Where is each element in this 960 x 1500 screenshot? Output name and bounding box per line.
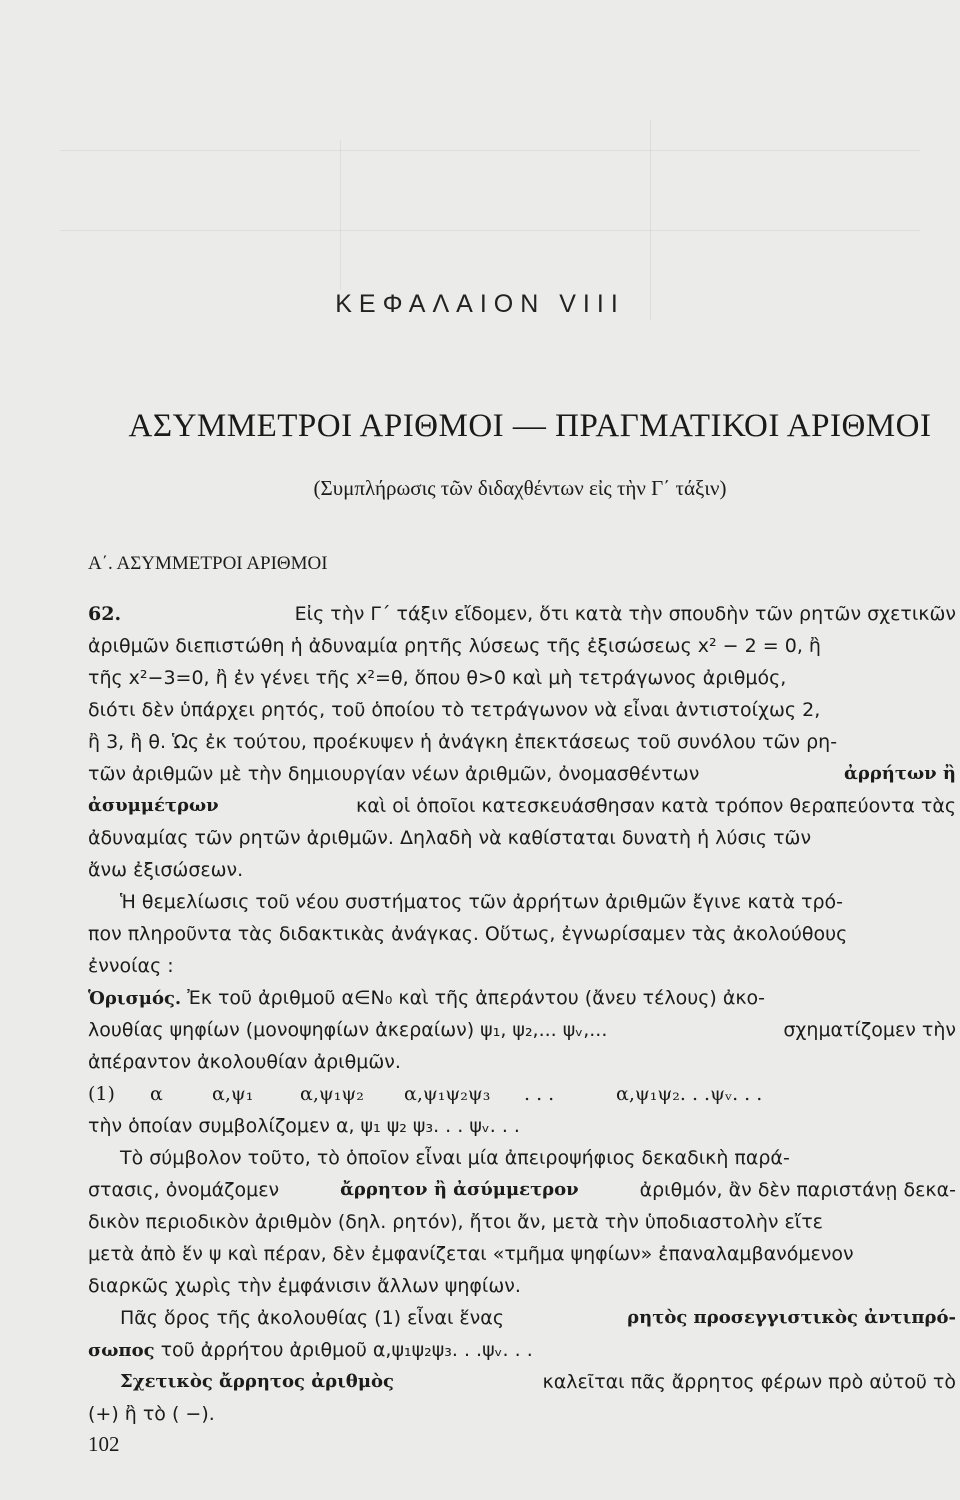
text-line-content: καὶ οἱ ὁποῖοι κατεσκευάσθησαν κατὰ τρόπον θεραπεύοντα τὰς [356, 795, 956, 817]
text-line [88, 758, 956, 790]
text-line: Ἡ θεμελίωσις τοῦ νέου συστήματος τῶν ἀρρήτων ἀριθμῶν ἔγινε κατὰ τρό- [120, 891, 844, 913]
bold-term: Σχετικὸς ἄρρητος ἀριθμὸς [120, 1371, 394, 1392]
bleed-through-rule [60, 150, 920, 151]
text-line [88, 790, 956, 822]
sequence-term: α,ψ₁ψ₂. . .ψᵥ. . . [616, 1083, 763, 1105]
bold-term: σωπος [88, 1340, 155, 1361]
page-number: 102 [88, 1432, 120, 1456]
text-line [88, 1366, 956, 1398]
text-line: ἀδυναμίας τῶν ρητῶν ἀριθμῶν. Δηλαδὴ νὰ καθίσταται δυνατὴ ἡ λύσις τῶν [88, 827, 812, 849]
bleed-through-rule [60, 230, 920, 231]
text-line: δικὸν περιοδικὸν ἀριθμὸν (δηλ. ρητόν), ἤτοι ἄν, μετὰ τὴν ὑποδιαστολὴν εἴτε [88, 1211, 823, 1233]
text-line-content: καλεῖται πᾶς ἄρρητος φέρων πρὸ αὐτοῦ τὸ [542, 1371, 956, 1393]
sequence-term: α,ψ₁ψ₂ [300, 1083, 364, 1105]
section-heading: Α΄. ΑΣΥΜΜΕΤΡΟΙ ΑΡΙΘΜΟΙ [88, 553, 328, 574]
text-line: ἀπέραντον ἀκολουθίαν ἀριθμῶν. [88, 1051, 401, 1073]
bleed-through-rule [340, 140, 341, 290]
text-line-content: Ἐκ τοῦ ἀριθμοῦ α∈N₀ καὶ τῆς ἀπεράντου (ἄνευ τέλους) ἀκο- [187, 987, 766, 1009]
page-title: ΑΣΥΜΜΕΤΡΟΙ ΑΡΙΘΜΟΙ — ΠΡΑΓΜΑΤΙΚΟΙ ΑΡΙΘΜΟΙ [128, 408, 932, 444]
bold-term: ἄρρητον ἢ ἀσύμμετρον [340, 1179, 579, 1200]
chapter-heading: ΚΕΦΑΛΑΙΟΝ VIII [335, 290, 625, 318]
page-subtitle: (Συμπλήρωσις τῶν διδαχθέντων εἰς τὴν Γ΄ τάξιν) [313, 476, 727, 500]
text-line [88, 1174, 956, 1206]
text-line: ἀριθμῶν διεπιστώθη ἡ ἀδυναμία ρητῆς λύσεως τῆς ἐξισώσεως x² − 2 = 0, ἢ [88, 635, 821, 657]
text-line: τὴν ὁποίαν συμβολίζομεν α, ψ₁ ψ₂ ψ₃. . . ψᵥ. . . [88, 1115, 520, 1137]
text-line [88, 1302, 956, 1334]
text-line [88, 598, 956, 630]
text-line-content: Πᾶς ὅρος τῆς ἀκολουθίας (1) εἶναι ἕνας [120, 1307, 504, 1329]
sequence-term: α [150, 1083, 163, 1105]
sequence-line [88, 1078, 956, 1110]
definition-term: Ὁρισμός. [88, 988, 182, 1009]
definition-line [88, 982, 765, 1014]
text-line: πον πληροῦντα τὰς διδακτικὰς ἀνάγκας. Οὕτως, ἐγνωρίσαμεν τὰς ἀκολούθους [88, 923, 848, 945]
text-line [88, 1334, 956, 1366]
bold-term: ρητὸς προσεγγιστικὸς ἀντιπρό- [627, 1307, 956, 1328]
text-line [88, 1014, 956, 1046]
body-text [88, 598, 956, 1430]
text-line: διαρκῶς χωρὶς τὴν ἐμφάνισιν ἄλλων ψηφίων. [88, 1275, 521, 1297]
text-line: ἢ 3, ἢ θ. Ὡς ἐκ τούτου, προέκυψεν ἡ ἀνάγκη ἐπεκτάσεως τοῦ συνόλου τῶν ρη- [88, 731, 838, 753]
text-line: μετὰ ἀπὸ ἕν ψ καὶ πέραν, δὲν ἐμφανίζεται «τμῆμα ψηφίων» ἐπαναλαμβανόμενον [88, 1243, 854, 1265]
text-line-content: στασις, ὀνομάζομεν [88, 1179, 280, 1201]
sequence-label: (1) [88, 1083, 115, 1105]
text-line-content: σχηματίζομεν τὴν [783, 1019, 956, 1041]
paragraph-number: 62. [88, 603, 122, 625]
sequence-term: α,ψ₁ψ₂ψ₃ [404, 1083, 491, 1105]
text-line: (+) ἢ τὸ ( −). [88, 1403, 215, 1425]
text-line [88, 982, 956, 1014]
bold-term: ἀρρήτων ἢ [844, 763, 956, 784]
text-line-content: λουθίας ψηφίων (μονοψηφίων ἀκεραίων) ψ₁, ψ₂,... ψᵥ,... [88, 1019, 608, 1041]
sequence-term: α,ψ₁ [212, 1083, 254, 1105]
text-line: τῆς x²−3=0, ἢ ἐν γένει τῆς x²=θ, ὅπου θ>0 καὶ μὴ τετράγωνος ἀριθμός, [88, 667, 787, 689]
text-line-content: ἀριθμόν, ἂν δὲν παριστάνῃ δεκα- [639, 1179, 956, 1201]
text-line-content: τῶν ἀριθμῶν μὲ τὴν δημιουργίαν νέων ἀριθμῶν, ὀνομασθέντων [88, 763, 700, 785]
text-line: ἐννοίας : [88, 955, 174, 977]
text-line-content: τοῦ ἀρρήτου ἀριθμοῦ α,ψ₁ψ₂ψ₃. . .ψᵥ. . . [160, 1339, 533, 1361]
sequence-term: . . . [524, 1083, 555, 1105]
text-line: Τὸ σύμβολον τοῦτο, τὸ ὁποῖον εἶναι μία ἀπειροψήφιος δεκαδικὴ παρά- [120, 1147, 790, 1169]
bold-term: ἀσυμμέτρων [88, 795, 219, 816]
text-line: διότι δὲν ὑπάρχει ρητός, τοῦ ὁποίου τὸ τετράγωνον νὰ εἶναι ἀντιστοίχως 2, [88, 699, 821, 721]
text-line-content: Εἰς τὴν Γ΄ τάξιν εἴδομεν, ὅτι κατὰ τὴν σπουδὴν τῶν ρητῶν σχετικῶν [294, 603, 956, 625]
text-line: ἄνω ἐξισώσεων. [88, 859, 244, 881]
